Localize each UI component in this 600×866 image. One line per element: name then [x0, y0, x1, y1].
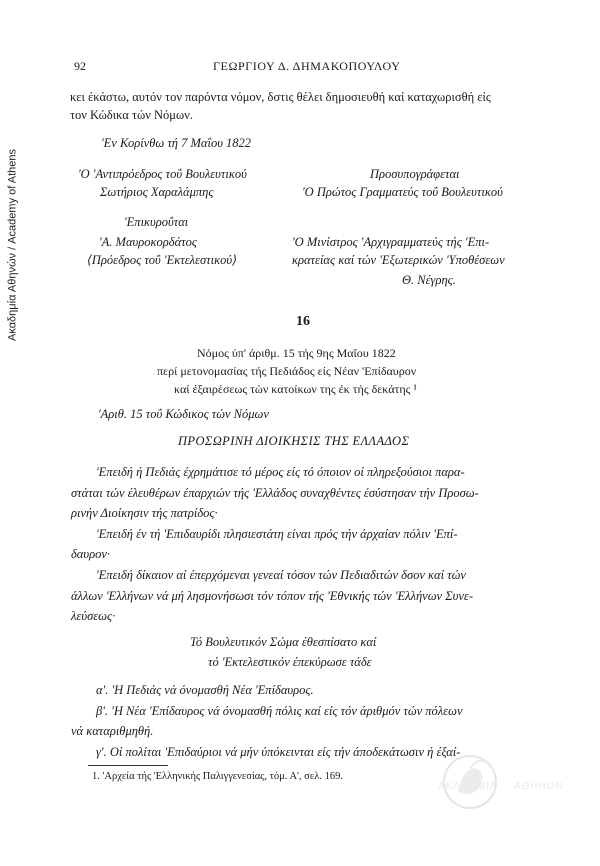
authority-title: ΠΡΟΣΩΡΙΝΗ ΔΙΟΙΚΗΣΙΣ ΤΗΣ ΕΛΛΑΔΟΣ: [178, 434, 410, 448]
sidebar-credit-text: Ακαδημία Αθηνών / Academy of Athens: [6, 148, 19, 342]
decree-line1: Τό Βουλευτικόν Σώμα έθεσπίσατο καί: [190, 635, 377, 649]
article-b-line2: νά καταριθμηθή.: [71, 724, 154, 738]
page-number: 92: [74, 59, 86, 73]
sig-left-role1: 'Ο 'Αντιπρόεδρος τοΰ Βουλευτικού: [78, 167, 247, 181]
watermark-right: ΑΘΗΝΩΝ: [514, 781, 564, 792]
running-title: ΓΕΩΡΓΙΟΥ Δ. ΔΗΜΑΚΟΠΟΥΛΟΥ: [213, 59, 401, 73]
article-c-line1: γ'. Οί πολίται 'Επιδαύριοι νά μήν ύπόκεινται είς τήν άποδεκάτωσιν ή έξαί-: [96, 745, 461, 759]
decree-line2: τό 'Εκτελεστικόν έπεκύρωσε τάδε: [208, 655, 372, 669]
p1-line1: 'Επειδή ή Πεδιάς έχρημάτισε τό μέρος είς τό όποιον οί πληρεξούσιοι παρα-: [96, 465, 465, 479]
p3-line2: άλλων 'Ελλήνων νά μή λησμονήσωσι τόν τόπον τής 'Εθνικής τών 'Ελλήνων Συνε-: [71, 589, 474, 603]
sig-left-name2: 'Α. Μαυροκορδάτος: [99, 235, 197, 249]
p3-line3: λεύσεως·: [71, 609, 116, 623]
article-b-line1: β'. 'Η Νέα 'Επίδαυρος νά όνομασθή πόλις καί είς τόν άριθμόν τών πόλεων: [96, 704, 463, 718]
sidebar-credit: [6, 40, 20, 450]
date-line: 'Εν Κορίνθω τή 7 Μαΐου 1822: [101, 136, 252, 150]
p2-line2: δαυρον·: [71, 547, 111, 561]
footnote: 1. 'Αρχεία τής 'Ελληνικής Παλιγγενεσίας, τόμ. Α', σελ. 169.: [92, 771, 343, 782]
intro-line-2: τον Κώδικα τών Νόμων.: [70, 108, 193, 122]
article-a: α'. 'Η Πεδιάς νά όνομασθή Νέα 'Επίδαυρος.: [96, 683, 314, 697]
sig-right-role2-line1: 'Ο Μινίστρος 'Αρχιγραμματεύς τής 'Επι-: [292, 235, 490, 249]
footnote-rule: [88, 765, 168, 766]
law-heading-line2: περί μετονομασίας τής Πεδιάδος είς Νέαν 'Επίδαυρον: [157, 364, 417, 378]
sig-left-title2: ⟨Πρόεδρος τοΰ 'Εκτελεστικού⟩: [87, 253, 237, 267]
p1-line2: στάται τών έλευθέρων έπαρχιών τής 'Ελλάδος συναχθέντες έσύστησαν τήν Προσω-: [71, 486, 479, 500]
p1-line3: ρινήν Διοίκησιν τής πατρίδος·: [71, 506, 218, 520]
intro-line-1: κει έκάστω, αυτόν τον παρόντα νόμον, δστις θέλει δημοσιευθή καί καταχωρισθή είς: [70, 90, 491, 104]
sig-left-role2: 'Επικυροΰται: [124, 215, 189, 229]
p3-line1: 'Επειδή δίκαιον αί έπερχόμεναι γενεαί τόσον τών Πεδιαδιτών δσον καί τών: [96, 568, 466, 582]
law-heading-line3: καί έξαιρέσεως τών κατοίκων της έκ τής δεκάτης ¹: [174, 382, 417, 396]
sig-right-role1: Προσυπογράφεται: [370, 167, 460, 181]
sig-right-name2: Θ. Νέγρης.: [402, 273, 456, 287]
academy-watermark: [440, 752, 570, 822]
sig-left-name1: Σωτήριος Χαραλάμπης: [100, 185, 214, 199]
section-number: 16: [296, 314, 310, 329]
code-reference: 'Αριθ. 15 τοΰ Κώδικος τών Νόμων: [98, 407, 269, 421]
watermark-left: ΑΚΑΔΗΜΙΑ: [438, 781, 498, 792]
law-heading-line1: Νόμος ύπ' άριθμ. 15 τής 9ης Μαΐου 1822: [197, 346, 396, 360]
p2-line1: 'Επειδή έν τή 'Επιδαυρίδι πλησιεστάτη είναι πρός τήν άρχαίαν πόλιν 'Επί-: [96, 527, 458, 541]
sig-right-role2-line2: κρατείας καί τών 'Εξωτερικών 'Υποθέσεων: [292, 253, 505, 267]
sig-right-name1: 'Ο Πρώτος Γραμματεύς τοΰ Βουλευτικού: [302, 185, 503, 199]
